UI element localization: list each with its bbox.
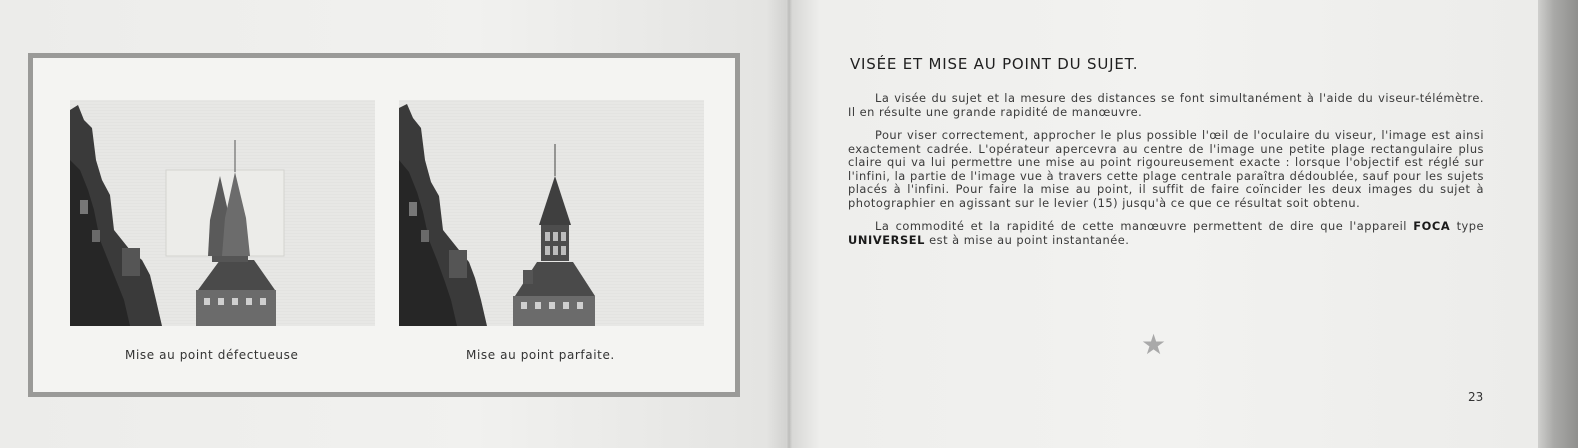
photo-perfect-illustration (399, 100, 704, 326)
model-name: UNIVERSEL (848, 232, 926, 247)
book-gutter (786, 0, 792, 448)
body-text (848, 92, 1484, 257)
photo-panel (28, 53, 740, 397)
type-word: type (1456, 219, 1485, 233)
caption-perfect-focus: Mise au point parfaite. (466, 348, 615, 362)
paragraph-2: Pour viser correctement, approcher le plus possible l'œil de l'oculaire du viseur, l'image est ainsi exactement cadrée. L'opérateur apercevra au centre de l'image une petite plage rectangulaire plus claire qui va lui permettre une mise au point rigoureusement exacte : lorsque l'objectif est réglé sur l'infini, la partie de l'image vue à travers cette plage centrale paraîtra dédoublée, sauf pour les sujets placés à l'infini. Pour faire la mise au point, il suffit de faire coïncider les deux images du sujet à photographier en agissant sur le levier (15) jusqu'à ce que ce résultat soit obtenu. (848, 128, 1484, 210)
page-edge-shadow (1538, 0, 1578, 448)
section-heading: VISÉE ET MISE AU POINT DU SUJET. (850, 55, 1139, 73)
paragraph-3-end: est à mise au point instantanée. (929, 232, 1130, 247)
paragraph-3-start: La commodité et la rapidité de cette manœuvre permettent de dire que l'appareil (875, 219, 1407, 233)
star-icon: ★ (1141, 328, 1167, 361)
photo-perfect-focus (399, 100, 704, 326)
photo-defective-focus (70, 100, 375, 326)
paragraph-3 (848, 220, 1484, 247)
page-number: 23 (1468, 390, 1484, 404)
paragraph-1: La visée du sujet et la mesure des distances se font simultanément à l'aide du viseur-télémètre. Il en résulte une grande rapidité de manœuvre. (848, 91, 1484, 119)
brand-name: FOCA (1413, 219, 1451, 233)
photo-defective-illustration (70, 100, 375, 326)
caption-defective-focus: Mise au point défectueuse (125, 348, 299, 362)
